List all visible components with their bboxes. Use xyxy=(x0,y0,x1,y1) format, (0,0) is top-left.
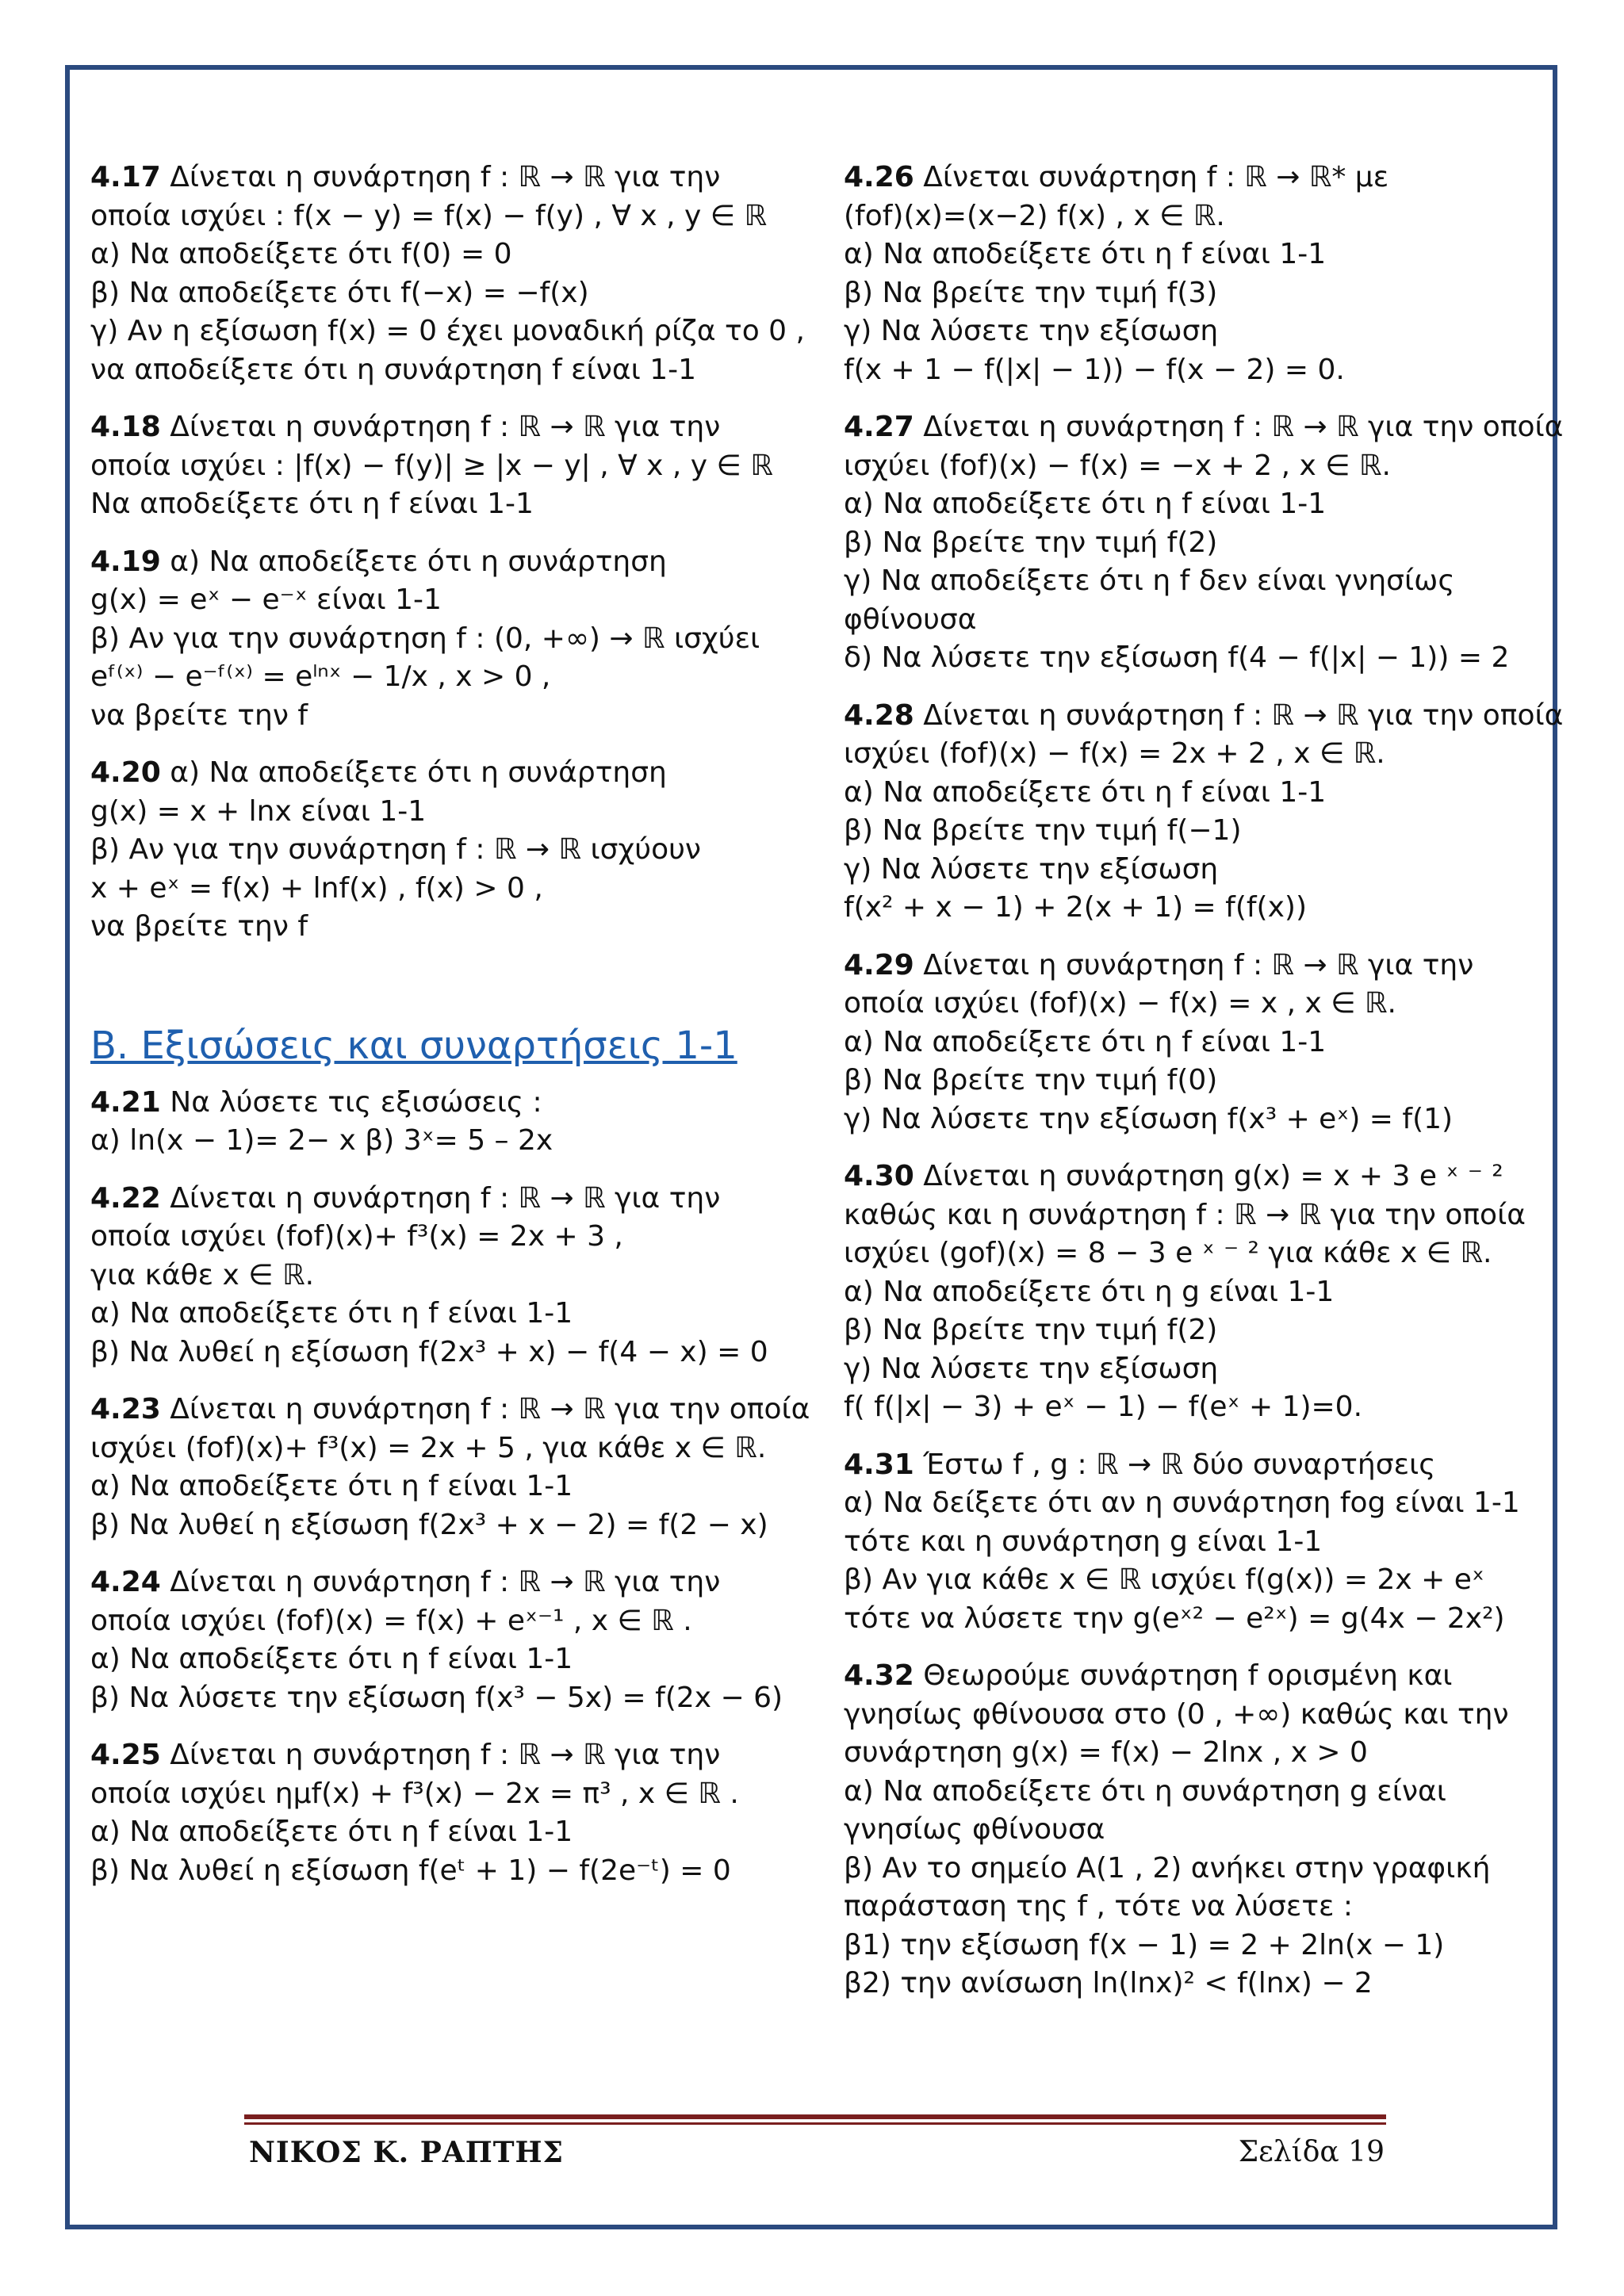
exercise-4-17 xyxy=(90,159,804,389)
exercise-text: συνάρτηση g(x) = f(x) − 2lnx , x > 0 xyxy=(844,1736,1368,1769)
exercise-text: ισχύει (fof)(x) − f(x) = 2x + 2 , x ∈ ℝ. xyxy=(844,737,1385,770)
exercise-line xyxy=(90,197,804,236)
exercise-4-30 xyxy=(844,1158,1542,1427)
exercise-text: f( f(|x| − 3) + eˣ − 1) − f(eˣ + 1)=0. xyxy=(844,1391,1363,1423)
exercise-text: Να λύσετε τις εξισώσεις : xyxy=(160,1085,542,1119)
exercise-number: 4.27 xyxy=(844,411,914,443)
exercise-line xyxy=(90,408,804,447)
exercise-line xyxy=(844,1927,1542,1965)
exercise-line xyxy=(90,620,804,659)
exercise-line xyxy=(844,1888,1542,1927)
exercise-line xyxy=(844,639,1542,678)
exercise-line xyxy=(844,1734,1542,1773)
exercise-text: φθίνουσα xyxy=(844,603,977,636)
exercise-text: β) Να βρείτε την τιμή f(2) xyxy=(844,1314,1218,1346)
exercise-text: α) Να αποδείξετε ότι η g είναι 1-1 xyxy=(844,1275,1335,1308)
exercise-line xyxy=(90,235,804,274)
exercise-4-20 xyxy=(90,754,804,947)
exercise-text: Δίνεται συνάρτηση f : ℝ → ℝ* με xyxy=(914,161,1389,193)
exercise-line xyxy=(844,562,1542,601)
exercise-number: 4.31 xyxy=(844,1448,914,1481)
exercise-text: τότε να λύσετε την g(eˣ² − e²ˣ) = g(4x − 2x²) xyxy=(844,1601,1505,1635)
exercise-text: β) Αν για την συνάρτηση f : ℝ → ℝ ισχύουν xyxy=(90,833,702,866)
exercise-text: β) Να βρείτε την τιμή f(3) xyxy=(844,276,1218,309)
exercise-number: 4.32 xyxy=(844,1659,914,1692)
exercise-line xyxy=(844,159,1542,197)
exercise-line xyxy=(844,1657,1542,1696)
exercise-4-21 xyxy=(90,1084,804,1161)
section-title: Β. Εξισώσεις και συναρτήσεις 1-1 xyxy=(90,1023,737,1068)
exercise-number: 4.29 xyxy=(844,948,914,982)
exercise-text: g(x) = eˣ − e⁻ˣ είναι 1-1 xyxy=(90,584,442,616)
exercise-line xyxy=(844,447,1542,486)
exercise-line xyxy=(90,831,804,870)
exercise-text: να βρείτε την f xyxy=(90,698,308,732)
exercise-line xyxy=(90,1391,810,1429)
exercise-line xyxy=(844,697,1564,736)
exercise-text: β) Να αποδείξετε ότι f(−x) = −f(x) xyxy=(90,276,589,309)
exercise-text: Δίνεται η συνάρτηση f : ℝ → ℝ για την οποία xyxy=(914,411,1564,443)
exercise-text: β2) την ανίσωση ln(lnx)² < f(lnx) − 2 xyxy=(844,1967,1373,1999)
exercise-text: β) Αν το σημείο Α(1 , 2) ανήκει στην γραφική xyxy=(844,1851,1491,1885)
right-column xyxy=(844,159,1564,2022)
exercise-text: α) Να δείξετε ότι αν η συνάρτηση fog είναι 1-1 xyxy=(844,1487,1520,1519)
exercise-line xyxy=(844,1100,1542,1139)
exercise-text: γ) Να αποδείξετε ότι η f δεν είναι γνησίως xyxy=(844,564,1455,597)
exercise-4-32 xyxy=(844,1657,1542,2003)
exercise-line xyxy=(844,408,1564,447)
exercise-line xyxy=(844,1062,1542,1100)
exercise-line xyxy=(844,312,1542,351)
exercise-text: α) Να αποδείξετε ότι η συνάρτηση g είναι xyxy=(844,1774,1446,1808)
exercise-line xyxy=(844,851,1542,890)
exercise-text: Δίνεται η συνάρτηση f : ℝ → ℝ για την xyxy=(160,1181,721,1215)
exercise-number: 4.21 xyxy=(90,1085,161,1119)
exercise-line xyxy=(844,197,1542,236)
exercise-text: παράσταση της f , τότε να λύσετε : xyxy=(844,1890,1354,1923)
exercise-text: β) Να λυθεί η εξίσωση f(eᵗ + 1) − f(2e⁻ᵗ) = 0 xyxy=(90,1854,731,1887)
exercise-text: α) Να αποδείξετε ότι η f είναι 1-1 xyxy=(844,488,1327,520)
exercise-line xyxy=(844,1196,1542,1235)
exercise-number: 4.20 xyxy=(90,756,161,789)
exercise-text: να αποδείξετε ότι η συνάρτηση f είναι 1-1 xyxy=(90,353,696,386)
exercise-number: 4.26 xyxy=(844,161,914,193)
exercise-line xyxy=(844,1696,1542,1735)
exercise-line xyxy=(844,601,1542,640)
exercise-text: β) Να βρείτε την τιμή f(0) xyxy=(844,1064,1218,1096)
exercise-line xyxy=(844,1600,1542,1639)
exercise-text: α) Να αποδείξετε ότι η f είναι 1-1 xyxy=(90,1297,573,1330)
exercise-line xyxy=(844,485,1542,524)
exercise-text: καθώς και η συνάρτηση f : ℝ → ℝ για την οποία xyxy=(844,1198,1526,1231)
exercise-text: α) Να αποδείξετε ότι η συνάρτηση xyxy=(160,545,667,578)
exercise-line xyxy=(90,351,804,390)
exercise-line xyxy=(90,159,804,197)
exercise-text: g(x) = x + lnx είναι 1-1 xyxy=(90,794,427,828)
exercise-line xyxy=(844,1773,1542,1812)
exercise-text: β) Να λυθεί η εξίσωση f(2x³ + x − 2) = f(2 − x) xyxy=(90,1508,768,1541)
exercise-line xyxy=(90,1736,804,1775)
exercise-line xyxy=(844,1484,1542,1523)
exercise-line xyxy=(844,1350,1542,1389)
exercise-line xyxy=(90,1775,804,1814)
exercise-text: β) Να λυθεί η εξίσωση f(2x³ + x) − f(4 − x) = 0 xyxy=(90,1335,768,1368)
exercise-line xyxy=(90,1084,804,1123)
exercise-text: Δίνεται η συνάρτηση f : ℝ → ℝ για την xyxy=(160,411,721,443)
exercise-line xyxy=(844,812,1542,851)
exercise-line xyxy=(90,1679,804,1718)
exercise-line xyxy=(844,524,1542,563)
exercise-text: Δίνεται η συνάρτηση f : ℝ → ℝ για την xyxy=(160,1739,721,1771)
exercise-4-25 xyxy=(90,1736,804,1890)
exercise-line xyxy=(90,1602,804,1641)
exercise-text: για κάθε x ∈ ℝ. xyxy=(90,1258,315,1292)
footer-author: ΝΙΚΟΣ Κ. ΡΑΠΤΗΣ xyxy=(249,2136,564,2169)
exercise-text: οποία ισχύει (fof)(x) − f(x) = x , x ∈ ℝ. xyxy=(844,987,1396,1020)
exercise-text: f(x² + x − 1) + 2(x + 1) = f(f(x)) xyxy=(844,891,1307,924)
exercise-text: Δίνεται η συνάρτηση f : ℝ → ℝ για την xyxy=(914,948,1474,982)
exercise-number: 4.24 xyxy=(90,1566,161,1598)
exercise-4-27 xyxy=(844,408,1564,678)
exercise-4-22 xyxy=(90,1180,804,1372)
exercise-text: Θεωρούμε συνάρτηση f ορισμένη και xyxy=(914,1659,1453,1692)
exercise-line xyxy=(844,351,1542,390)
exercise-text: β) Να βρείτε την τιμή f(2) xyxy=(844,526,1218,559)
exercise-text: α) Να αποδείξετε ότι η f είναι 1-1 xyxy=(844,238,1327,270)
exercise-4-18 xyxy=(90,408,804,524)
exercise-text: γ) Να λύσετε την εξίσωση xyxy=(844,315,1219,347)
exercise-line xyxy=(90,312,804,351)
exercise-line xyxy=(90,581,804,620)
exercise-text: β1) την εξίσωση f(x − 1) = 2 + 2ln(x − 1) xyxy=(844,1928,1445,1961)
exercise-line xyxy=(844,774,1542,813)
exercise-text: α) Να αποδείξετε ότι f(0) = 0 xyxy=(90,238,512,270)
footer-page-number: Σελίδα 19 xyxy=(1238,2136,1385,2168)
exercise-text: Δίνεται η συνάρτηση f : ℝ → ℝ για την xyxy=(160,161,721,193)
left-column xyxy=(90,159,810,1909)
exercise-line xyxy=(844,735,1542,774)
exercise-line xyxy=(90,274,804,313)
exercise-line xyxy=(844,235,1542,274)
exercise-line xyxy=(844,889,1542,928)
exercise-line xyxy=(90,1295,804,1334)
exercise-text: γ) Αν η εξίσωση f(x) = 0 έχει μοναδική ρίζα το 0 , xyxy=(90,315,805,347)
exercise-number: 4.17 xyxy=(90,161,161,193)
exercise-line xyxy=(90,1506,804,1545)
exercise-text: α) ln(x − 1)= 2− x β) 3ˣ= 5 – 2x xyxy=(90,1124,553,1157)
exercise-4-23 xyxy=(90,1391,810,1544)
exercise-line xyxy=(844,1388,1542,1427)
exercise-text: Δίνεται η συνάρτηση f : ℝ → ℝ για την xyxy=(160,1566,721,1598)
exercise-text: Έστω f , g : ℝ → ℝ δύο συναρτήσεις xyxy=(914,1448,1436,1481)
exercise-text: Δίνεται η συνάρτηση g(x) = x + 3 e ˣ ⁻ ² xyxy=(914,1160,1503,1192)
exercise-text: α) Να αποδείξετε ότι η f είναι 1-1 xyxy=(844,775,1327,809)
exercise-text: οποία ισχύει : |f(x) − f(y)| ≥ |x − y| , ∀ x , y ∈ ℝ xyxy=(90,449,773,482)
exercise-text: β) Να λύσετε την εξίσωση f(x³ − 5x) = f(2x − 6) xyxy=(90,1681,783,1714)
exercise-number: 4.22 xyxy=(90,1181,161,1215)
exercise-text: β) Αν για κάθε x ∈ ℝ ισχύει f(g(x)) = 2x + eˣ xyxy=(844,1563,1484,1596)
exercise-text: β) Αν για την συνάρτηση f : (0, +∞) → ℝ ισχύει xyxy=(90,622,760,655)
exercise-line xyxy=(90,1429,804,1468)
exercise-line xyxy=(844,274,1542,313)
exercise-line xyxy=(844,1811,1542,1850)
exercise-number: 4.25 xyxy=(90,1739,161,1771)
exercise-line xyxy=(844,1234,1542,1273)
exercise-line xyxy=(90,1257,804,1295)
exercise-line xyxy=(90,485,804,524)
exercise-line xyxy=(90,1563,804,1602)
exercise-line xyxy=(844,1311,1542,1350)
exercise-text: γ) Να λύσετε την εξίσωση f(x³ + eˣ) = f(1) xyxy=(844,1102,1454,1135)
exercise-line xyxy=(90,1852,804,1891)
exercise-text: (fof)(x)=(x−2) f(x) , x ∈ ℝ. xyxy=(844,199,1225,232)
exercise-text: δ) Να λύσετε την εξίσωση f(4 − f(|x| − 1)) = 2 xyxy=(844,641,1510,674)
exercise-line xyxy=(844,1965,1542,2003)
exercise-line xyxy=(844,1561,1542,1600)
exercise-4-19 xyxy=(90,543,804,736)
exercise-line xyxy=(90,1468,804,1506)
exercise-text: γνησίως φθίνουσα στο (0 , +∞) καθώς και την xyxy=(844,1697,1509,1731)
exercise-text: α) Να αποδείξετε ότι η f είναι 1-1 xyxy=(90,1643,573,1675)
exercise-text: eᶠ⁽ˣ⁾ − e⁻ᶠ⁽ˣ⁾ = eˡⁿˣ − 1/x , x > 0 , xyxy=(90,660,551,693)
exercise-text: οποία ισχύει : f(x − y) = f(x) − f(y) , ∀ x , y ∈ ℝ xyxy=(90,199,768,232)
exercise-line xyxy=(90,1334,804,1372)
exercise-text: x + eˣ = f(x) + lnf(x) , f(x) > 0 , xyxy=(90,871,543,905)
exercise-line xyxy=(90,1122,804,1161)
exercise-4-28 xyxy=(844,697,1564,928)
exercise-text: Δίνεται η συνάρτηση f : ℝ → ℝ για την οποία xyxy=(160,1393,810,1425)
exercise-number: 4.18 xyxy=(90,411,161,443)
exercise-line xyxy=(844,1523,1542,1562)
exercise-text: τότε και η συνάρτηση g είναι 1-1 xyxy=(844,1525,1323,1558)
exercise-line xyxy=(844,1446,1542,1485)
exercise-text: ισχύει (gof)(x) = 8 − 3 e ˣ ⁻ ² για κάθε x ∈ ℝ. xyxy=(844,1237,1492,1269)
exercise-line xyxy=(90,908,804,947)
exercise-text: β) Να βρείτε την τιμή f(−1) xyxy=(844,814,1242,847)
exercise-number: 4.30 xyxy=(844,1160,914,1192)
exercise-line xyxy=(844,1850,1542,1888)
exercise-line xyxy=(90,1180,804,1219)
exercise-text: α) Να αποδείξετε ότι η f είναι 1-1 xyxy=(90,1470,573,1502)
exercise-text: οποία ισχύει (fof)(x)+ f³(x) = 2x + 3 , xyxy=(90,1220,623,1253)
exercise-line xyxy=(90,1640,804,1679)
footer-rule-thin xyxy=(244,2122,1386,2125)
exercise-text: ισχύει (fof)(x) − f(x) = −x + 2 , x ∈ ℝ. xyxy=(844,449,1391,482)
exercise-line xyxy=(844,985,1542,1024)
exercise-4-31 xyxy=(844,1446,1542,1639)
exercise-line xyxy=(844,1273,1542,1312)
exercise-text: γ) Να λύσετε την εξίσωση xyxy=(844,1352,1219,1385)
exercise-line xyxy=(90,754,804,793)
exercise-4-24 xyxy=(90,1563,804,1717)
exercise-text: οποία ισχύει ημf(x) + f³(x) − 2x = π³ , x ∈ ℝ . xyxy=(90,1777,739,1810)
exercise-text: γνησίως φθίνουσα xyxy=(844,1813,1105,1846)
exercise-line xyxy=(90,697,804,736)
footer-rule xyxy=(244,2114,1386,2119)
exercise-text: ισχύει (fof)(x)+ f³(x) = 2x + 5 , για κάθε x ∈ ℝ. xyxy=(90,1431,767,1464)
exercise-line xyxy=(90,543,804,582)
exercise-line xyxy=(90,870,804,909)
exercise-text: α) Να αποδείξετε ότι η f είναι 1-1 xyxy=(90,1816,573,1848)
exercise-line xyxy=(844,947,1542,985)
exercise-line xyxy=(844,1158,1542,1196)
exercise-text: οποία ισχύει (fof)(x) = f(x) + eˣ⁻¹ , x ∈ ℝ . xyxy=(90,1604,692,1637)
exercise-number: 4.23 xyxy=(90,1393,161,1425)
exercise-text: να βρείτε την f xyxy=(90,910,308,943)
exercise-line xyxy=(844,1024,1542,1062)
exercise-text: α) Να αποδείξετε ότι η f είναι 1-1 xyxy=(844,1025,1327,1058)
exercise-line xyxy=(90,658,804,697)
exercise-number: 4.28 xyxy=(844,698,914,732)
exercise-line xyxy=(90,1218,804,1257)
exercise-line xyxy=(90,447,804,486)
exercise-text: Δίνεται η συνάρτηση f : ℝ → ℝ για την οποία xyxy=(914,698,1564,732)
exercise-line xyxy=(90,1813,804,1852)
exercise-4-29 xyxy=(844,947,1542,1139)
exercise-text: γ) Να λύσετε την εξίσωση xyxy=(844,852,1219,886)
exercise-text: Να αποδείξετε ότι η f είναι 1-1 xyxy=(90,488,534,520)
exercise-4-26 xyxy=(844,159,1542,389)
exercise-text: f(x + 1 − f(|x| − 1)) − f(x − 2) = 0. xyxy=(844,353,1345,386)
exercise-number: 4.19 xyxy=(90,545,161,578)
exercise-text: α) Να αποδείξετε ότι η συνάρτηση xyxy=(160,756,667,789)
exercise-line xyxy=(90,793,804,832)
